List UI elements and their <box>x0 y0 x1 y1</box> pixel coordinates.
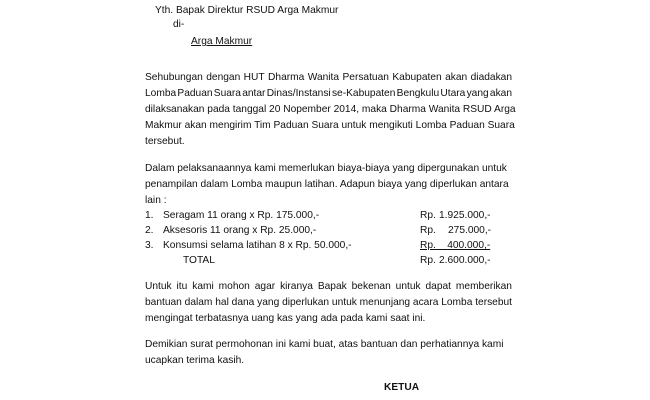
cost-total-amount: 2.600.000,- <box>439 255 491 266</box>
word: dapat <box>425 281 451 292</box>
paragraph-1-line-2 <box>145 87 512 100</box>
word: untuk <box>395 281 421 292</box>
paragraph-2-line-3: lain : <box>145 195 167 206</box>
at-line: di- <box>173 19 185 30</box>
cost-item-currency: Rp. <box>420 210 436 221</box>
word: kami <box>192 281 214 292</box>
cost-item-currency: Rp. <box>420 225 436 236</box>
cost-item-description: Aksesoris 11 orang x Rp. 25.000,- <box>163 225 317 236</box>
word: Kabupaten <box>392 72 442 83</box>
paragraph-1-line-3: dilaksanakan pada tanggal 20 Nopember 2014, maka Dharma Wanita RSUD Arga <box>145 104 516 115</box>
word: Lomba <box>145 88 177 99</box>
word: Bengkulu <box>396 88 440 99</box>
recipient-line: Yth. Bapak Direktur RSUD Arga Makmur <box>155 5 339 16</box>
word: Paduan <box>177 88 213 99</box>
cost-item-number: 2. <box>145 225 154 236</box>
paragraph-2-line-1: Dalam pelaksanaannya kami memerlukan biaya-biaya yang dipergunakan untuk <box>145 163 507 174</box>
location-line: Arga Makmur <box>191 36 253 47</box>
signature-title: KETUA <box>384 382 420 393</box>
word: Sehubungan <box>145 72 203 83</box>
word: kiranya <box>280 281 313 292</box>
cost-item-amount: 275.000,- <box>448 225 492 236</box>
cost-item-description: Konsumsi selama latihan 8 x Rp. 50.000,- <box>163 240 352 251</box>
word: Wanita <box>307 72 340 83</box>
paragraph-4-line-1: Demikian surat permohonan ini kami buat, atas bantuan dan perhatiannya kami <box>145 339 504 350</box>
cost-total-currency: Rp. <box>420 255 436 266</box>
paragraph-2-line-2: penampilan dalam Lomba maupun latihan. Adapun biaya yang diperlukan antara <box>145 179 509 190</box>
word: Untuk <box>145 281 172 292</box>
paragraph-1-line-4: Makmur akan mengirim Tim Paduan Suara untuk mengikuti Lomba Paduan Suara <box>145 120 515 131</box>
word: diadakan <box>470 72 512 83</box>
paragraph-4-line-2: ucapkan terima kasih. <box>145 355 245 366</box>
paragraph-3-line-2: bantuan dalam hal dana yang diperlukan untuk menunjang acara Lomba tersebut <box>145 297 513 308</box>
cost-item-number: 3. <box>145 240 154 251</box>
word: agar <box>254 281 276 292</box>
cost-item-amount: 1.925.000,- <box>439 210 491 221</box>
word: Utara <box>440 88 466 99</box>
cost-item-currency: Rp. 400.000,- <box>420 240 491 251</box>
paragraph-3-line-3: mengingat terbatasnya uang kas yang ada pada kami saat ini. <box>145 313 426 324</box>
cost-item-description: Seragam 11 orang x Rp. 175.000,- <box>163 210 320 221</box>
paragraph-1-line-1 <box>145 71 512 84</box>
word: yang <box>466 88 489 99</box>
word: itu <box>176 281 188 292</box>
word: Persatuan <box>342 72 389 83</box>
word: Suara <box>213 88 241 99</box>
word: antar <box>242 88 266 99</box>
word: mohon <box>218 281 250 292</box>
word: memberikan <box>455 281 512 292</box>
word: bekenan <box>351 281 391 292</box>
word: HUT <box>243 72 265 83</box>
word: se-Kabupaten <box>331 88 396 99</box>
word: akan <box>445 72 468 83</box>
word: Dinas/Instansi <box>266 88 331 99</box>
word: Bapak <box>317 281 347 292</box>
word: dengan <box>206 72 241 83</box>
paragraph-1-line-5: tersebut. <box>145 136 185 147</box>
word: akan <box>489 88 512 99</box>
paragraph-3-line-1 <box>145 280 512 293</box>
word: Dharma <box>268 72 305 83</box>
cost-item-number: 1. <box>145 210 154 221</box>
cost-total-label: TOTAL <box>183 255 215 266</box>
